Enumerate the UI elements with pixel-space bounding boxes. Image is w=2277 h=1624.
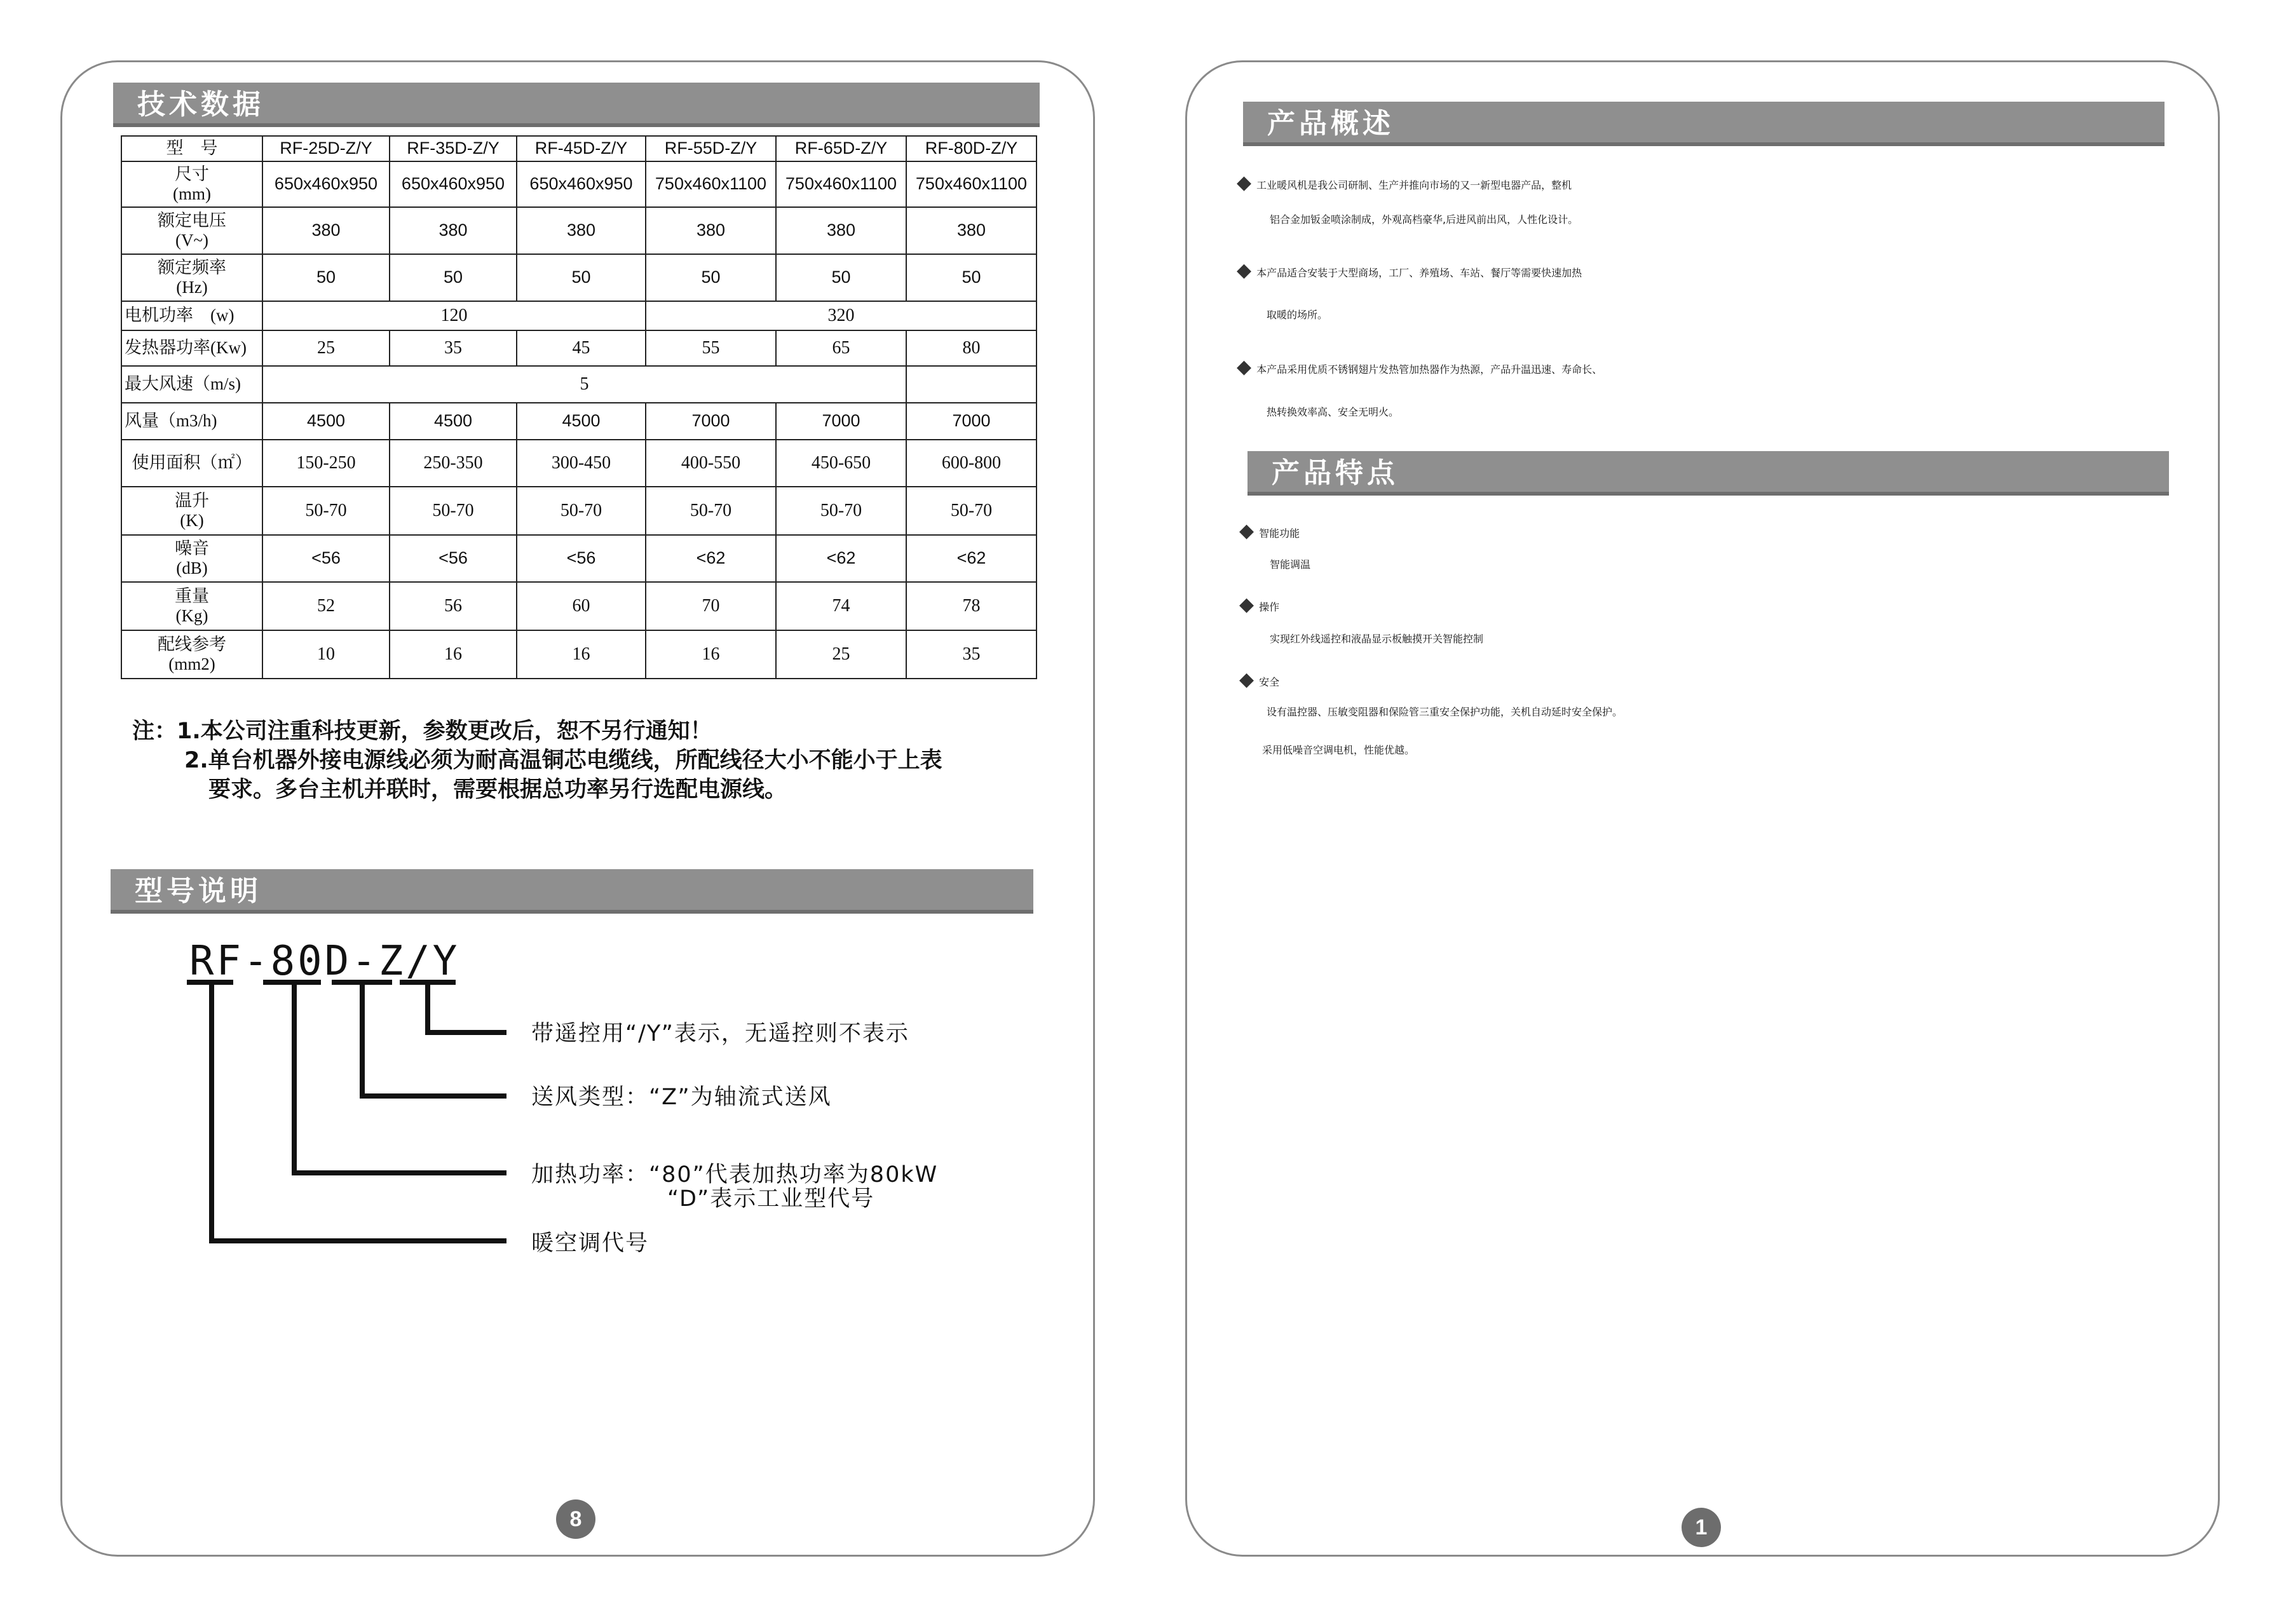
table-cell: 650x460x950: [262, 161, 390, 207]
note-line: 注：1.本公司注重科技更新，参数更改后，恕不另行通知！: [132, 719, 712, 744]
table-cell: 50-70: [646, 487, 776, 535]
table-cell: 50-70: [776, 487, 906, 535]
row-label: 电机功率 (w): [121, 301, 262, 330]
model-code-tree-diagram: [62, 62, 1097, 1559]
table-cell: 50-70: [517, 487, 646, 535]
overview-line: 铝合金加钣金喷涂制成，外观高档豪华,后进风前出风，人性化设计。: [1270, 213, 1579, 226]
table-cell: 50-70: [262, 487, 390, 535]
table-cell: 450-650: [776, 440, 906, 487]
table-cell: 380: [906, 207, 1037, 254]
table-cell: 45: [517, 330, 646, 366]
diamond-icon: ◆: [1239, 520, 1254, 542]
table-cell: <56: [262, 535, 390, 582]
table-cell: 56: [390, 582, 517, 630]
diamond-icon: ◆: [1239, 668, 1254, 691]
tech-data-title: 技术数据: [113, 83, 1040, 127]
table-cell: 50-70: [906, 487, 1037, 535]
row-label: 配线参考 (mm2): [121, 630, 262, 679]
table-cell: 380: [776, 207, 906, 254]
feature-1-text: 智能调温: [1270, 558, 1311, 571]
table-cell: 60: [517, 582, 646, 630]
table-cell: 5: [262, 366, 906, 403]
model-cell: RF-35D-Z/Y: [390, 136, 517, 161]
table-cell: 55: [646, 330, 776, 366]
table-cell: 120: [262, 301, 646, 330]
table-cell: 16: [390, 630, 517, 679]
table-cell: 80: [906, 330, 1037, 366]
tree-label-industrial-code: “D”表示工业型代号: [667, 1186, 875, 1212]
right-page: [1185, 60, 2220, 1557]
tree-label-heater-code: 暖空调代号: [531, 1231, 649, 1256]
feature-2-title: ◆ 操作: [1239, 593, 1280, 616]
diamond-icon: ◆: [1237, 259, 1252, 281]
table-cell: 70: [646, 582, 776, 630]
feature-2-text: 实现红外线遥控和液晶显示板触摸开关智能控制: [1270, 633, 1484, 645]
note-line: 2.单台机器外接电源线必须为耐高温铜芯电缆线，所配线径大小不能小于上表: [184, 748, 942, 773]
row-label: 额定频率 (Hz): [121, 254, 262, 301]
table-cell: 650x460x950: [390, 161, 517, 207]
feature-1-title: ◆ 智能功能: [1239, 520, 1300, 542]
diamond-icon: ◆: [1239, 593, 1254, 616]
row-label: 发热器功率(Kw): [121, 330, 262, 366]
overview-line: 热转换效率高、安全无明火。: [1267, 406, 1399, 418]
overview-title: 产品概述: [1243, 102, 2165, 146]
table-cell: 50: [906, 254, 1037, 301]
table-cell: 150-250: [262, 440, 390, 487]
table-cell: 16: [646, 630, 776, 679]
table-cell: 74: [776, 582, 906, 630]
table-cell: 7000: [906, 403, 1037, 440]
table-cell: 380: [646, 207, 776, 254]
diamond-icon: ◆: [1237, 356, 1252, 378]
overview-bullet-2: ◆ 本产品适合安装于大型商场，工厂、养殖场、车站、餐厅等需要快速加热: [1237, 259, 1582, 281]
table-cell: 400-550: [646, 440, 776, 487]
table-cell: 380: [517, 207, 646, 254]
model-cell: RF-55D-Z/Y: [646, 136, 776, 161]
note-line: 要求。多台主机并联时，需要根据总功率另行选配电源线。: [208, 777, 787, 802]
overview-bullet-3: ◆ 本产品采用优质不锈钢翅片发热管加热器作为热源，产品升温迅速、寿命长、: [1237, 356, 1603, 378]
table-cell: 4500: [390, 403, 517, 440]
table-cell: 25: [262, 330, 390, 366]
overview-line: 取暖的场所。: [1267, 309, 1328, 321]
row-label: 最大风速（m/s): [121, 366, 262, 403]
table-cell: 50: [390, 254, 517, 301]
page-number-8: 8: [556, 1499, 595, 1539]
table-cell: <56: [390, 535, 517, 582]
feature-3-text: 设有温控器、压敏变阻器和保险管三重安全保护功能，关机自动延时安全保护。: [1267, 706, 1623, 718]
table-cell: 65: [776, 330, 906, 366]
table-cell: 50: [262, 254, 390, 301]
row-label: 额定电压 (V~): [121, 207, 262, 254]
table-cell: 4500: [517, 403, 646, 440]
table-cell: 10: [262, 630, 390, 679]
features-title: 产品特点: [1247, 451, 2169, 496]
table-cell: 750x460x1100: [906, 161, 1037, 207]
table-cell: 7000: [646, 403, 776, 440]
feature-3-title: ◆ 安全: [1239, 668, 1280, 691]
model-cell: RF-25D-Z/Y: [262, 136, 390, 161]
table-cell: 50: [776, 254, 906, 301]
model-cell: RF-80D-Z/Y: [906, 136, 1037, 161]
model-cell: RF-45D-Z/Y: [517, 136, 646, 161]
table-cell: 35: [906, 630, 1037, 679]
table-cell: 78: [906, 582, 1037, 630]
table-cell: 16: [517, 630, 646, 679]
table-cell: 50-70: [390, 487, 517, 535]
left-page: [60, 60, 1095, 1557]
table-cell: 750x460x1100: [776, 161, 906, 207]
table-cell: 25: [776, 630, 906, 679]
table-cell: 600-800: [906, 440, 1037, 487]
table-cell: 7000: [776, 403, 906, 440]
model-code: RF-80D-Z/Y: [189, 938, 460, 985]
row-label: 重量 (Kg): [121, 582, 262, 630]
table-cell: 380: [390, 207, 517, 254]
table-cell: 750x460x1100: [646, 161, 776, 207]
tree-label-airflow-type: 送风类型：“Z”为轴流式送风: [531, 1085, 832, 1110]
row-label: 温升 (K): [121, 487, 262, 535]
table-cell: <62: [906, 535, 1037, 582]
table-cell: <62: [776, 535, 906, 582]
header-label: 型 号: [121, 136, 262, 161]
tree-label-remote: 带遥控用“/Y”表示，无遥控则不表示: [531, 1021, 909, 1046]
table-cell: 4500: [262, 403, 390, 440]
table-cell: 320: [646, 301, 1037, 330]
table-cell: <62: [646, 535, 776, 582]
overview-bullet-1: ◆ 工业暖风机是我公司研制、生产并推向市场的又一新型电器产品，整机: [1237, 172, 1572, 194]
tree-label-heating-power: 加热功率：“80”代表加热功率为80kW: [531, 1162, 939, 1188]
feature-3-text: 采用低噪音空调电机，性能优越。: [1262, 744, 1415, 756]
model-description-title: 型号说明: [111, 869, 1033, 914]
table-cell: 52: [262, 582, 390, 630]
table-cell: <56: [517, 535, 646, 582]
row-label: 风量（m3/h): [121, 403, 262, 440]
table-cell: 250-350: [390, 440, 517, 487]
row-label: 噪音 (dB): [121, 535, 262, 582]
diamond-icon: ◆: [1237, 172, 1252, 194]
table-cell: 650x460x950: [517, 161, 646, 207]
table-cell: 380: [262, 207, 390, 254]
table-cell: 50: [517, 254, 646, 301]
table-cell: 35: [390, 330, 517, 366]
page-number-1: 1: [1682, 1508, 1721, 1547]
model-cell: RF-65D-Z/Y: [776, 136, 906, 161]
row-label: 尺寸 (mm): [121, 161, 262, 207]
row-label: 使用面积（㎡）: [121, 440, 262, 487]
table-cell: 50: [646, 254, 776, 301]
table-cell: 300-450: [517, 440, 646, 487]
